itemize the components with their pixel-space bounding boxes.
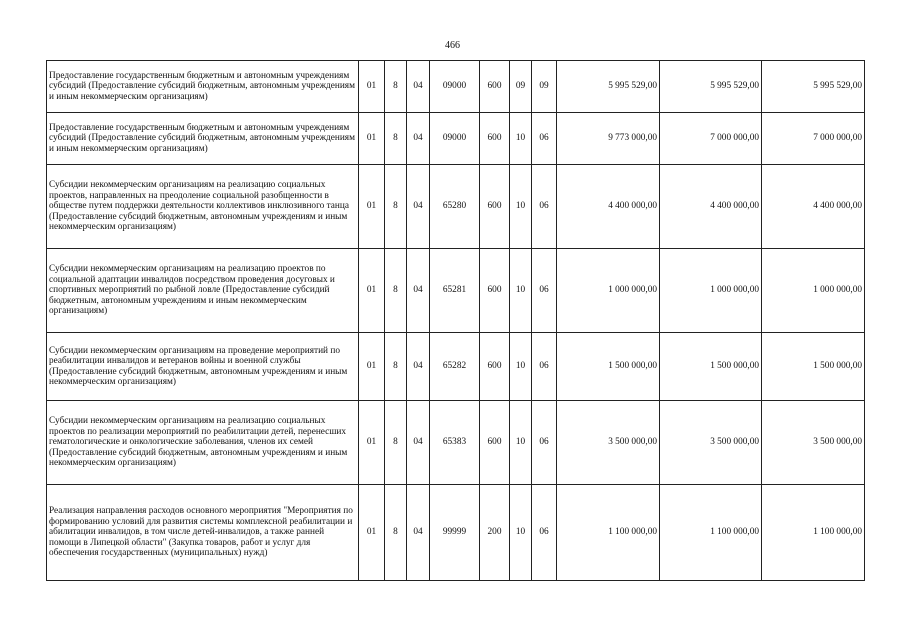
amount-2: 5 995 529,00 bbox=[660, 61, 762, 113]
amount-1: 5 995 529,00 bbox=[557, 61, 660, 113]
target-article-code: 65383 bbox=[430, 401, 480, 485]
target-article-code: 65282 bbox=[430, 333, 480, 401]
section-code: 10 bbox=[510, 333, 532, 401]
subsection-code: 06 bbox=[532, 165, 557, 249]
amount-2: 7 000 000,00 bbox=[660, 113, 762, 165]
code-1: 01 bbox=[359, 61, 385, 113]
table-row bbox=[47, 61, 865, 113]
code-2: 8 bbox=[385, 61, 407, 113]
row-description: Предоставление государственным бюджетным и автономным учреждениям субсидий (Предоставление субсидий бюджетным, автономным учреждениям и иным некоммерческим организациям) bbox=[47, 113, 359, 165]
expense-type-code: 200 bbox=[480, 485, 510, 581]
amount-1: 1 500 000,00 bbox=[557, 333, 660, 401]
section-code: 10 bbox=[510, 113, 532, 165]
amount-1: 1 100 000,00 bbox=[557, 485, 660, 581]
code-3: 04 bbox=[407, 249, 430, 333]
expense-type-code: 600 bbox=[480, 61, 510, 113]
section-code: 10 bbox=[510, 401, 532, 485]
table-row bbox=[47, 485, 865, 581]
code-1: 01 bbox=[359, 485, 385, 581]
amount-2: 1 100 000,00 bbox=[660, 485, 762, 581]
code-2: 8 bbox=[385, 485, 407, 581]
target-article-code: 09000 bbox=[430, 61, 480, 113]
amount-2: 1 500 000,00 bbox=[660, 333, 762, 401]
amount-3: 1 100 000,00 bbox=[762, 485, 865, 581]
expense-type-code: 600 bbox=[480, 401, 510, 485]
subsection-code: 06 bbox=[532, 249, 557, 333]
target-article-code: 09000 bbox=[430, 113, 480, 165]
table-row bbox=[47, 165, 865, 249]
amount-2: 3 500 000,00 bbox=[660, 401, 762, 485]
code-2: 8 bbox=[385, 333, 407, 401]
table-row bbox=[47, 249, 865, 333]
row-description: Субсидии некоммерческим организациям на реализацию проектов по социальной адаптации инвалидов посредством проведения досуговых и спортивных мероприятий по рыбной ловле (Предоставление субсидий бюджетным, автономным учреждениям и иным некоммерческим организациям) bbox=[47, 249, 359, 333]
target-article-code: 99999 bbox=[430, 485, 480, 581]
code-1: 01 bbox=[359, 333, 385, 401]
row-description: Реализация направления расходов основного мероприятия "Мероприятия по формированию условий для развития системы комплексной реабилитации и абилитации инвалидов, в том числе детей-инвалидов, а также ранней помощи в Липецкой области" (Закупка товаров, работ и услуг для обеспечения государственных (муниципальных) нужд) bbox=[47, 485, 359, 581]
row-description: Субсидии некоммерческим организациям на реализацию социальных проектов по реализации мероприятий по реабилитации детей, перенесших гематологические и онкологические заболевания, членов их семей (Предоставление субсидий бюджетным, автономным учреждениям и иным некоммерческим организациям) bbox=[47, 401, 359, 485]
code-2: 8 bbox=[385, 249, 407, 333]
code-3: 04 bbox=[407, 61, 430, 113]
code-2: 8 bbox=[385, 113, 407, 165]
expense-type-code: 600 bbox=[480, 165, 510, 249]
code-3: 04 bbox=[407, 113, 430, 165]
budget-table bbox=[46, 60, 865, 581]
amount-3: 1 000 000,00 bbox=[762, 249, 865, 333]
expense-type-code: 600 bbox=[480, 249, 510, 333]
section-code: 10 bbox=[510, 249, 532, 333]
section-code: 10 bbox=[510, 485, 532, 581]
code-1: 01 bbox=[359, 249, 385, 333]
subsection-code: 09 bbox=[532, 61, 557, 113]
code-1: 01 bbox=[359, 401, 385, 485]
amount-1: 1 000 000,00 bbox=[557, 249, 660, 333]
code-2: 8 bbox=[385, 165, 407, 249]
code-3: 04 bbox=[407, 485, 430, 581]
amount-3: 1 500 000,00 bbox=[762, 333, 865, 401]
subsection-code: 06 bbox=[532, 113, 557, 165]
amount-3: 5 995 529,00 bbox=[762, 61, 865, 113]
row-description: Предоставление государственным бюджетным и автономным учреждениям субсидий (Предоставление субсидий бюджетным, автономным учреждениям и иным некоммерческим организациям) bbox=[47, 61, 359, 113]
table-row bbox=[47, 333, 865, 401]
row-description: Субсидии некоммерческим организациям на реализацию социальных проектов, направленных на преодоление социальной разобщенности в обществе путем поддержки деятельности коллективов инклюзивного танца (Предоставление субсидий бюджетным, автономным учреждениям и иным некоммерческим организациям) bbox=[47, 165, 359, 249]
target-article-code: 65280 bbox=[430, 165, 480, 249]
expense-type-code: 600 bbox=[480, 113, 510, 165]
amount-3: 7 000 000,00 bbox=[762, 113, 865, 165]
subsection-code: 06 bbox=[532, 485, 557, 581]
code-1: 01 bbox=[359, 165, 385, 249]
code-1: 01 bbox=[359, 113, 385, 165]
expense-type-code: 600 bbox=[480, 333, 510, 401]
page-number: 466 bbox=[445, 40, 460, 51]
section-code: 10 bbox=[510, 165, 532, 249]
amount-1: 9 773 000,00 bbox=[557, 113, 660, 165]
amount-1: 3 500 000,00 bbox=[557, 401, 660, 485]
code-2: 8 bbox=[385, 401, 407, 485]
code-3: 04 bbox=[407, 401, 430, 485]
section-code: 09 bbox=[510, 61, 532, 113]
table-row bbox=[47, 113, 865, 165]
amount-3: 4 400 000,00 bbox=[762, 165, 865, 249]
amount-1: 4 400 000,00 bbox=[557, 165, 660, 249]
code-3: 04 bbox=[407, 333, 430, 401]
target-article-code: 65281 bbox=[430, 249, 480, 333]
amount-2: 1 000 000,00 bbox=[660, 249, 762, 333]
row-description: Субсидии некоммерческим организациям на проведение мероприятий по реабилитации инвалидов и ветеранов войны и военной службы (Предоставление субсидий бюджетным, автономным учреждениям и иным некоммерческим организациям) bbox=[47, 333, 359, 401]
subsection-code: 06 bbox=[532, 401, 557, 485]
table-row bbox=[47, 401, 865, 485]
amount-2: 4 400 000,00 bbox=[660, 165, 762, 249]
subsection-code: 06 bbox=[532, 333, 557, 401]
amount-3: 3 500 000,00 bbox=[762, 401, 865, 485]
code-3: 04 bbox=[407, 165, 430, 249]
